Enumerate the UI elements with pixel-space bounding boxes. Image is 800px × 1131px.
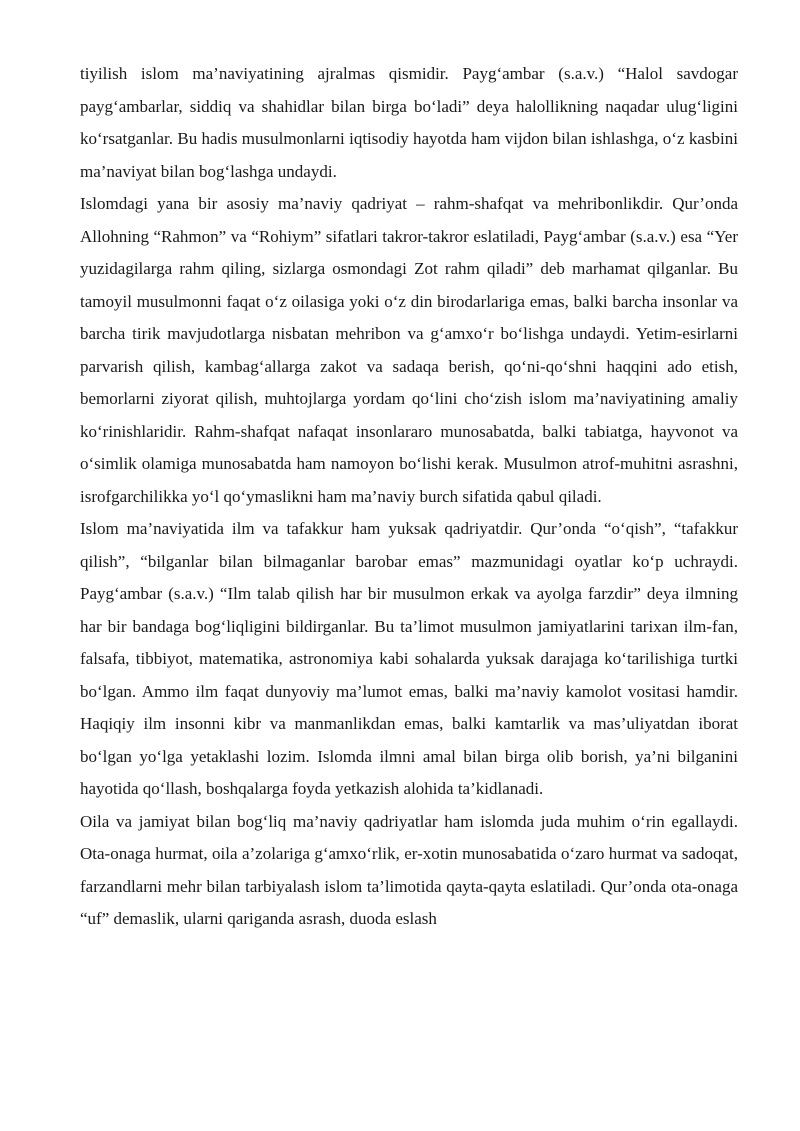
document-page — [80, 58, 738, 936]
paragraph-3: Islom ma’naviyatida ilm va tafakkur ham yuksak qadriyatdir. Qur’onda “o‘qish”, “tafakkur qilish”, “bilganlar bilan bilmaganlar barobar emas” mazmunidagi oyatlar ko‘p uchraydi. Payg‘ambar (s.a.v.) “Ilm talab qilish har bir musulmon erkak va ayolga farzdir” deya ilmning har bir bandaga bog‘liqligini bildirganlar. Bu ta’limot musulmon jamiyatlarini tarixan ilm-fan, falsafa, tibbiyot, matematika, astronomiya kabi sohalarda yuksak darajaga ko‘tarilishiga turtki bo‘lgan. Ammo ilm faqat dunyoviy ma’lumot emas, balki ma’naviy kamolot vositasi hamdir. Haqiqiy ilm insonni kibr va manmanlikdan emas, balki kamtarlik va mas’uliyatdan iborat bo‘lgan yo‘lga yetaklashi lozim. Islomda ilmni amal bilan birga olib borish, ya’ni bilganini hayotida qo‘llash, boshqalarga foyda yetkazish alohida ta’kidlanadi. — [80, 519, 738, 798]
paragraph-1: tiyilish islom ma’naviyatining ajralmas qismidir. Payg‘ambar (s.a.v.) “Halol savdogar payg‘ambarlar, siddiq va shahidlar bilan birga bo‘ladi” deya halollikning naqadar ulug‘ligini ko‘rsatganlar. Bu hadis musulmonlarni iqtisodiy hayotda ham vijdon bilan ishlashga, o‘z kasbini ma’naviyat bilan bog‘lashga undaydi. — [80, 64, 738, 181]
paragraph-4: Oila va jamiyat bilan bog‘liq ma’naviy qadriyatlar ham islomda juda muhim o‘rin egallaydi. Ota-onaga hurmat, oila a’zolariga g‘amxo‘rlik, er-xotin munosabatida o‘zaro hurmat va sadoqat, farzandlarni mehr bilan tarbiyalash islom ta’limotida qayta-qayta eslatiladi. Qur’onda ota-onaga “uf” demaslik, ularni qariganda asrash, duoda eslash — [80, 811, 738, 928]
paragraph-2: Islomdagi yana bir asosiy ma’naviy qadriyat – rahm-shafqat va mehribonlikdir. Qur’onda Allohning “Rahmon” va “Rohiym” sifatlari takror-takror eslatiladi, Payg‘ambar (s.a.v.) esa “Yer yuzidagilarga rahm qiling, sizlarga osmondagi Zot rahm qiladi” deb marhamat qilganlar. Bu tamoyil musulmonni faqat o‘z oilasiga yoki o‘z din birodarlariga emas, balki barcha insonlar va barcha tirik mavjudotlarga nisbatan mehribon va g‘amxo‘r bo‘lishga undaydi. Yetim-esirlarni parvarish qilish, kambag‘allarga zakot va sadaqa berish, qo‘ni-qo‘shni haqqini ado etish, bemorlarni ziyorat qilish, muhtojlarga yordam qo‘lini cho‘zish islom ma’naviyatining amaliy ko‘rinishlaridir. Rahm-shafqat nafaqat insonlararo munosabatda, balki tabiatga, hayvonot va o‘simlik olamiga munosabatda ham namoyon bo‘lishi kerak. Musulmon atrof-muhitni asrashni, isrofgarchilikka yo‘l qo‘ymaslikni ham ma’naviy burch sifatida qabul qiladi. — [80, 194, 738, 506]
